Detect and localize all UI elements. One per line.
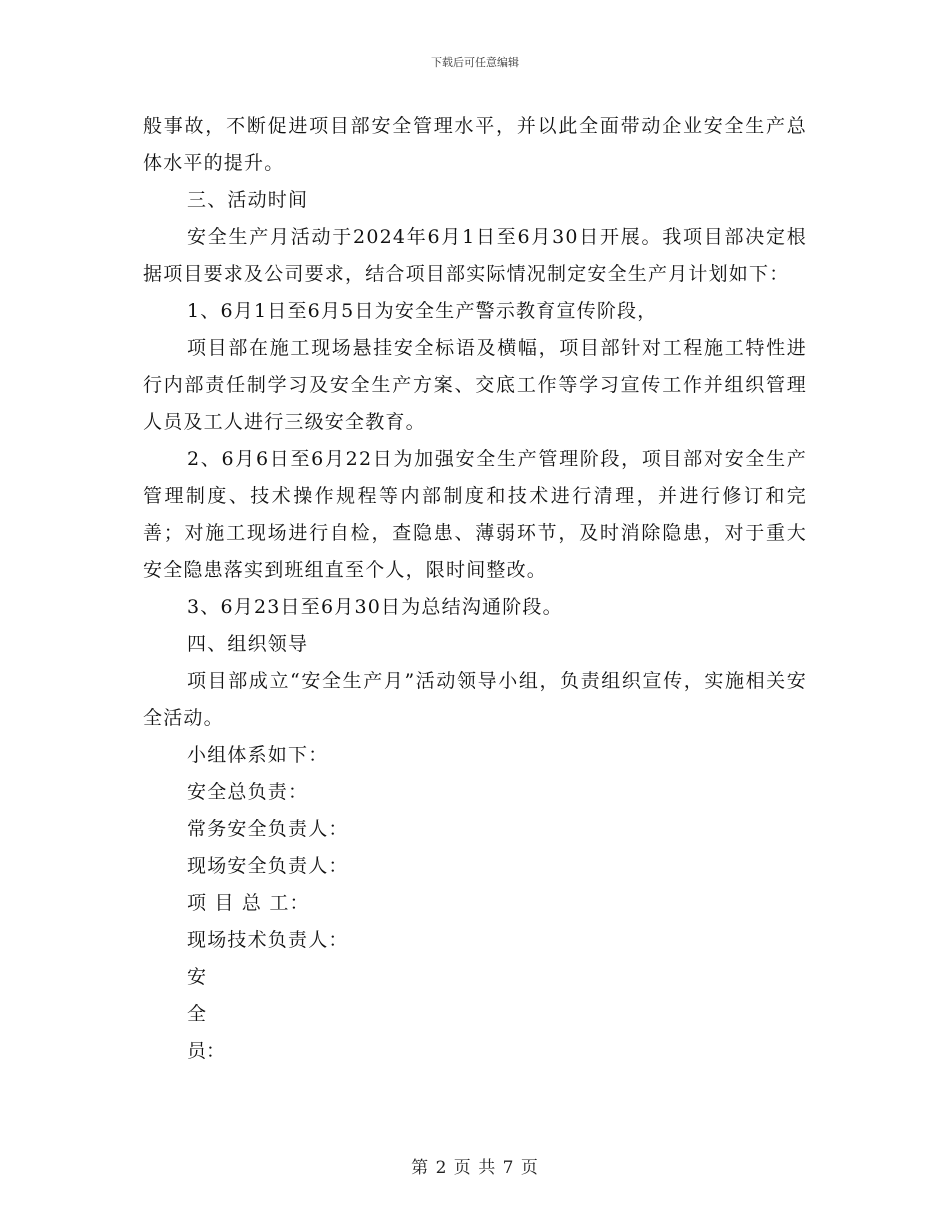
role-chief-engineer: 项 目 总 工： xyxy=(187,892,310,914)
vertical-label-char-2: 全 xyxy=(187,1003,207,1025)
paragraph-activity-schedule: 安全生产月活动于2024年6月1日至6月30日开展。我项目部决定根据项目要求及公司要求，结合项目部实际情况制定安全生产月计划如下： xyxy=(143,226,807,285)
role-site-safety: 现场安全负责人： xyxy=(187,855,349,877)
list-item-phase-2: 2、6月6日至6月22日为加强安全生产管理阶段，项目部对安全生产管理制度、技术操作规程等内部制度和技术进行清理，并进行修订和完善；对施工现场进行自检，查隐患、薄弱环节，及时消除隐患，对于重大安全隐患落实到班组直至个人，限时间整改。 xyxy=(143,448,807,581)
page-number: 第 2 页 共 7 页 xyxy=(411,1158,539,1178)
list-item-phase-3: 3、6月23日至6月30日为总结沟通阶段。 xyxy=(187,596,563,618)
paragraph-continuation: 般事故，不断促进项目部安全管理水平，并以此全面带动企业安全生产总体水平的提升。 xyxy=(143,115,807,174)
section-heading-organization: 四、组织领导 xyxy=(187,633,309,655)
role-safety-head: 安全总负责： xyxy=(187,781,309,803)
paragraph-organization: 项目部成立“安全生产月”活动领导小组，负责组织宣传，实施相关安全活动。 xyxy=(143,670,807,729)
document-body xyxy=(143,108,807,1070)
vertical-label-char-3: 员： xyxy=(187,1040,226,1062)
page-header-note: 下载后可任意编辑 xyxy=(431,56,519,69)
vertical-label-char-1: 安 xyxy=(187,966,207,988)
role-executive-safety: 常务安全负责人： xyxy=(187,818,349,840)
paragraph-group-structure: 小组体系如下： xyxy=(187,744,329,766)
paragraph-phase-1-detail: 项目部在施工现场悬挂安全标语及横幅，项目部针对工程施工特性进行内部责任制学习及安全生产方案、交底工作等学习宣传工作并组织管理人员及工人进行三级安全教育。 xyxy=(143,337,807,433)
section-heading-activity-time: 三、活动时间 xyxy=(187,189,309,211)
role-site-technical: 现场技术负责人： xyxy=(187,929,349,951)
list-item-phase-1: 1、6月1日至6月5日为安全生产警示教育宣传阶段， xyxy=(187,300,658,322)
